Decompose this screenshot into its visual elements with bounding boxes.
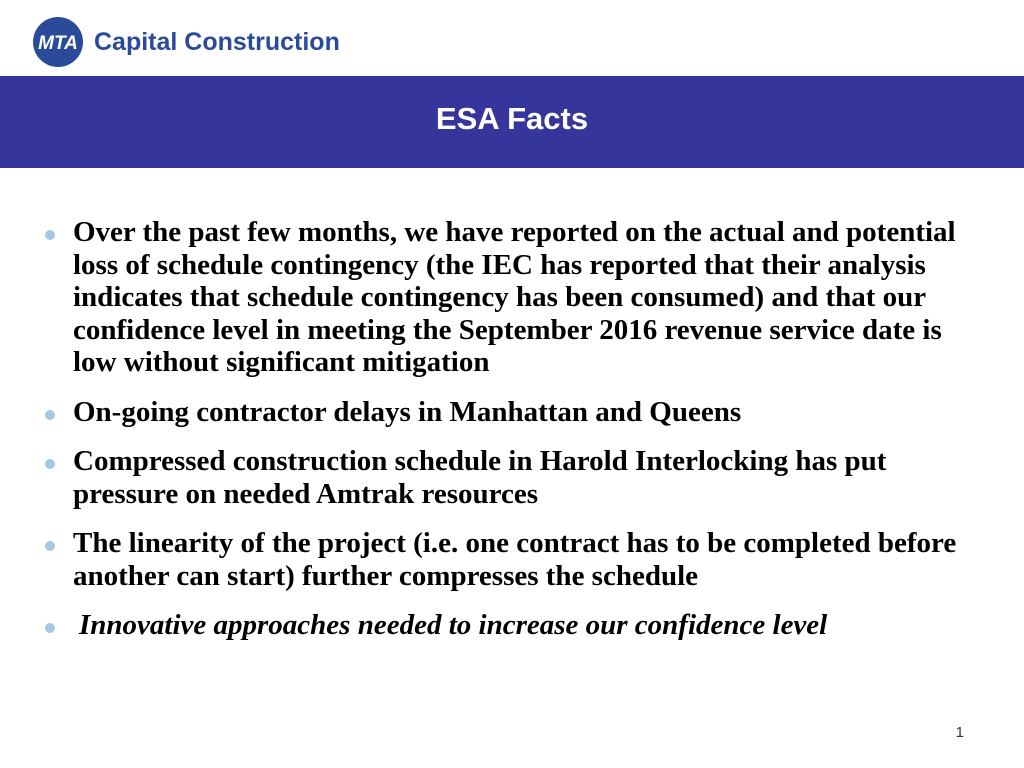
bullet-text: On-going contractor delays in Manhattan and Queens [73, 395, 742, 428]
page-number: 1 [955, 724, 964, 741]
bullet-dot-icon [45, 410, 55, 420]
header-logo-area [0, 0, 1024, 76]
brand-name: Capital Construction [94, 28, 340, 56]
mta-logo-icon [33, 17, 83, 67]
bullet-item [42, 609, 992, 642]
bullet-dot-icon [45, 623, 55, 633]
bullet-dot-icon [45, 230, 55, 240]
bullet-text: Over the past few months, we have reported on the actual and potential loss of schedule contingency (the IEC has reported that their analysis indicates that schedule contingency has been consumed) and that our confidence level in meeting the September 2016 revenue service date is low without significant mitigation [73, 216, 956, 378]
slide-title: ESA Facts [435, 101, 589, 136]
bullet-item [42, 527, 992, 592]
bullet-text: Innovative approaches needed to increase our confidence level [79, 609, 828, 641]
bullet-dot-icon [45, 541, 55, 551]
bullet-item [42, 445, 992, 510]
bullet-item [42, 216, 992, 379]
bullet-text: Compressed construction schedule in Harold Interlocking has put pressure on needed Amtrak resources [73, 445, 887, 510]
bullet-list [42, 216, 992, 659]
bullet-dot-icon [45, 459, 55, 469]
bullet-text: The linearity of the project (i.e. one contract has to be completed before another can start) further compresses the schedule [73, 527, 957, 592]
bullet-item [42, 396, 992, 429]
logo-text: MTA [38, 33, 78, 54]
